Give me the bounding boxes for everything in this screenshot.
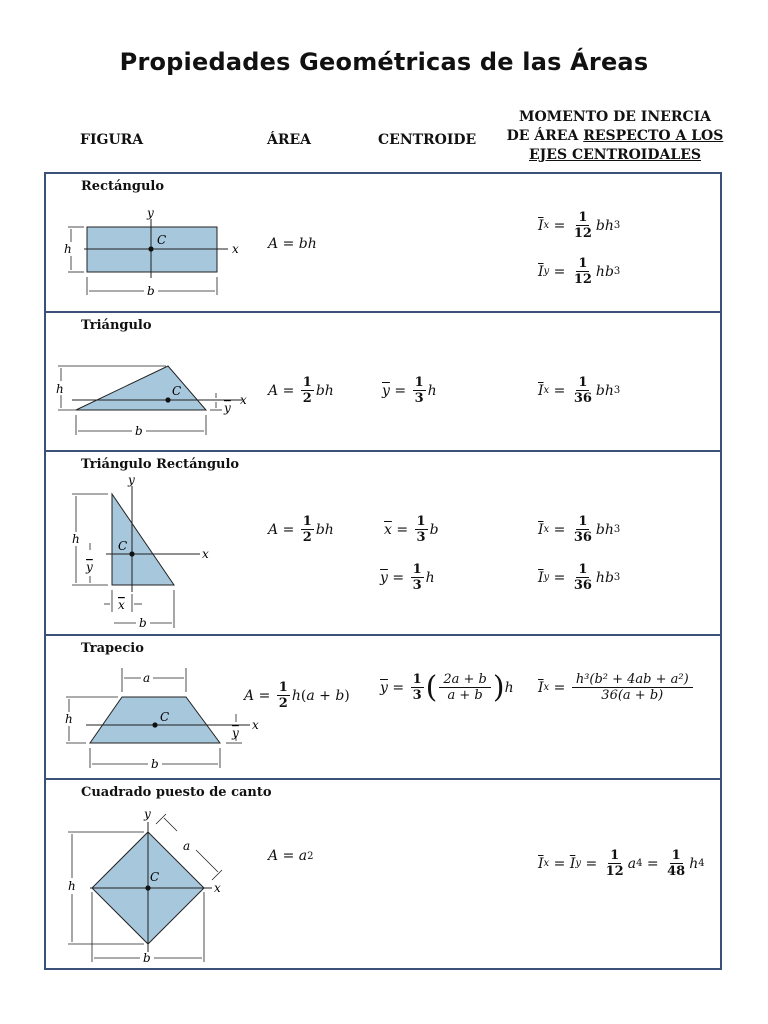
rectangle-figure: [46, 174, 276, 311]
label-ybar: y: [86, 560, 93, 574]
label-c: C: [150, 870, 160, 884]
label-h: h: [72, 532, 80, 546]
row-name: Triángulo: [81, 318, 152, 333]
centroid-formula: $\overline{y}$ = $\frac{1}{3}$ ( $\frac{2a + b}{a + b}$ ) h: [380, 669, 514, 705]
header-momento-line2: [500, 127, 730, 146]
area-formula: A = $\frac{1}{2}$ bh: [268, 375, 334, 406]
header-momento-line2b: RESPECTO A LOS: [583, 128, 724, 144]
centroid-formula-y: $\overline{y}$ = $\frac{1}{3}$ h: [380, 562, 435, 593]
label-c: C: [172, 384, 182, 398]
label-b: b: [147, 284, 155, 298]
header-figura: FIGURA: [80, 132, 144, 148]
diamond-figure: [46, 780, 276, 968]
label-x: x: [202, 547, 209, 561]
label-c: C: [157, 233, 167, 247]
header-momento-line3: EJES CENTROIDALES: [529, 147, 701, 163]
centroid-formula-x: $\overline{x}$ = $\frac{1}{3}$ b: [384, 514, 439, 545]
area-formula: A = bh: [268, 236, 317, 252]
label-x: x: [232, 242, 239, 256]
inertia-formula-x: $\overline{I}$ x = $\frac{\text{h³(b² + 4ab + a²)}}{36(a + b)}$: [538, 672, 695, 703]
label-b: b: [143, 951, 151, 965]
properties-table: [44, 172, 722, 970]
right-triangle-figure: [46, 452, 276, 634]
inertia-formula-y: $\overline{I}$ y = $\frac{1}{36}$ hb 3: [538, 562, 621, 593]
table-row: [46, 313, 720, 452]
row-name: Trapecio: [81, 641, 144, 656]
label-x: x: [252, 718, 259, 732]
inertia-formula-x: $\overline{I}$ x = $\frac{1}{36}$ bh 3: [538, 375, 621, 406]
label-y: y: [147, 206, 154, 220]
label-h: h: [56, 382, 64, 396]
label-a: a: [143, 671, 151, 685]
label-h: h: [65, 712, 73, 726]
triangle-figure: [46, 313, 276, 450]
page-title: Propiedades Geométricas de las Áreas: [119, 48, 649, 76]
inertia-formula-x: $\overline{I}$ x = $\frac{1}{12}$ bh 3: [538, 210, 621, 241]
inertia-formula-y: $\overline{I}$ y = $\frac{1}{12}$ hb 3: [538, 256, 621, 287]
row-name: Rectángulo: [81, 179, 165, 194]
label-y: y: [128, 473, 135, 487]
header-area: ÁREA: [267, 132, 312, 148]
area-formula: A = $\frac{1}{2}$ h ( a + b ): [244, 680, 350, 711]
label-ybar: y: [232, 726, 239, 740]
label-ybar: y: [224, 401, 231, 415]
label-x: x: [214, 881, 221, 895]
label-h: h: [64, 242, 72, 256]
label-c: C: [160, 710, 170, 724]
area-formula: A = $\frac{1}{2}$ bh: [268, 514, 334, 545]
table-row: [46, 452, 720, 636]
label-xbar: x: [118, 598, 125, 612]
table-row: [46, 174, 720, 313]
header-centroide: CENTROIDE: [378, 132, 477, 148]
inertia-formula-x: $\overline{I}$ x = $\frac{1}{36}$ bh 3: [538, 514, 621, 545]
label-y: y: [144, 807, 151, 821]
label-c: C: [118, 539, 128, 553]
table-row: [46, 780, 720, 968]
centroid-formula: $\overline{y}$ = $\frac{1}{3}$ h: [382, 375, 437, 406]
label-h: h: [68, 879, 76, 893]
header-momento-line1: MOMENTO DE INERCIA: [518, 109, 712, 125]
header-momento-line2a: DE ÁREA: [506, 128, 584, 144]
table-row: [46, 636, 720, 780]
trapezoid-figure: [46, 636, 276, 778]
label-x: x: [240, 393, 247, 407]
area-formula: A = a 2: [268, 848, 314, 864]
label-a: a: [183, 839, 191, 853]
label-b: b: [151, 757, 159, 771]
inertia-formula: $\overline{I}$ x = $\overline{I}$ y = $\frac{1}{12}$ a 4 = $\frac{1}{48}$ h 4: [538, 848, 705, 879]
label-b: b: [135, 424, 143, 438]
label-b: b: [139, 616, 147, 630]
row-name: Triángulo Rectángulo: [81, 457, 240, 472]
row-name: Cuadrado puesto de canto: [81, 785, 272, 800]
header-momento: [500, 108, 730, 165]
